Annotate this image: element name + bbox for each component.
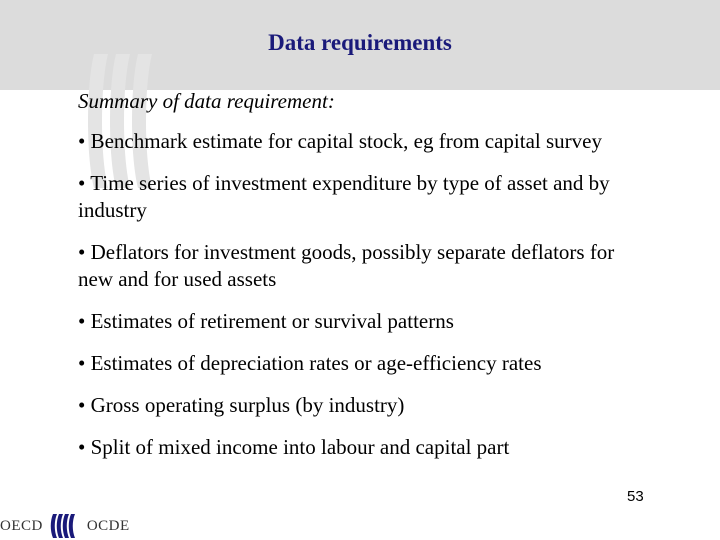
page-number: 53 xyxy=(627,488,644,505)
slide-title: Data requirements xyxy=(268,30,452,55)
bullet-item: • Benchmark estimate for capital stock, eg from capital survey xyxy=(78,129,602,153)
logo-text-oecd: OECD xyxy=(0,517,43,534)
oecd-logo-mark-icon xyxy=(47,513,83,539)
bullet-item: • Gross operating surplus (by industry) xyxy=(78,393,405,417)
oecd-logo xyxy=(0,512,130,540)
slide-subtitle: Summary of data requirement: xyxy=(78,89,335,113)
bullet-item: • Estimates of retirement or survival patterns xyxy=(78,309,454,333)
bullet-item: • Estimates of depreciation rates or age-efficiency rates xyxy=(78,351,542,375)
bullet-item: • Split of mixed income into labour and capital part xyxy=(78,435,510,459)
bullet-item: • Time series of investment expenditure by type of asset and by industry xyxy=(78,171,610,222)
bullet-item: • Deflators for investment goods, possibly separate deflators for new and for used assets xyxy=(78,240,615,291)
slide-content xyxy=(78,88,638,476)
logo-text-ocde: OCDE xyxy=(86,517,130,534)
